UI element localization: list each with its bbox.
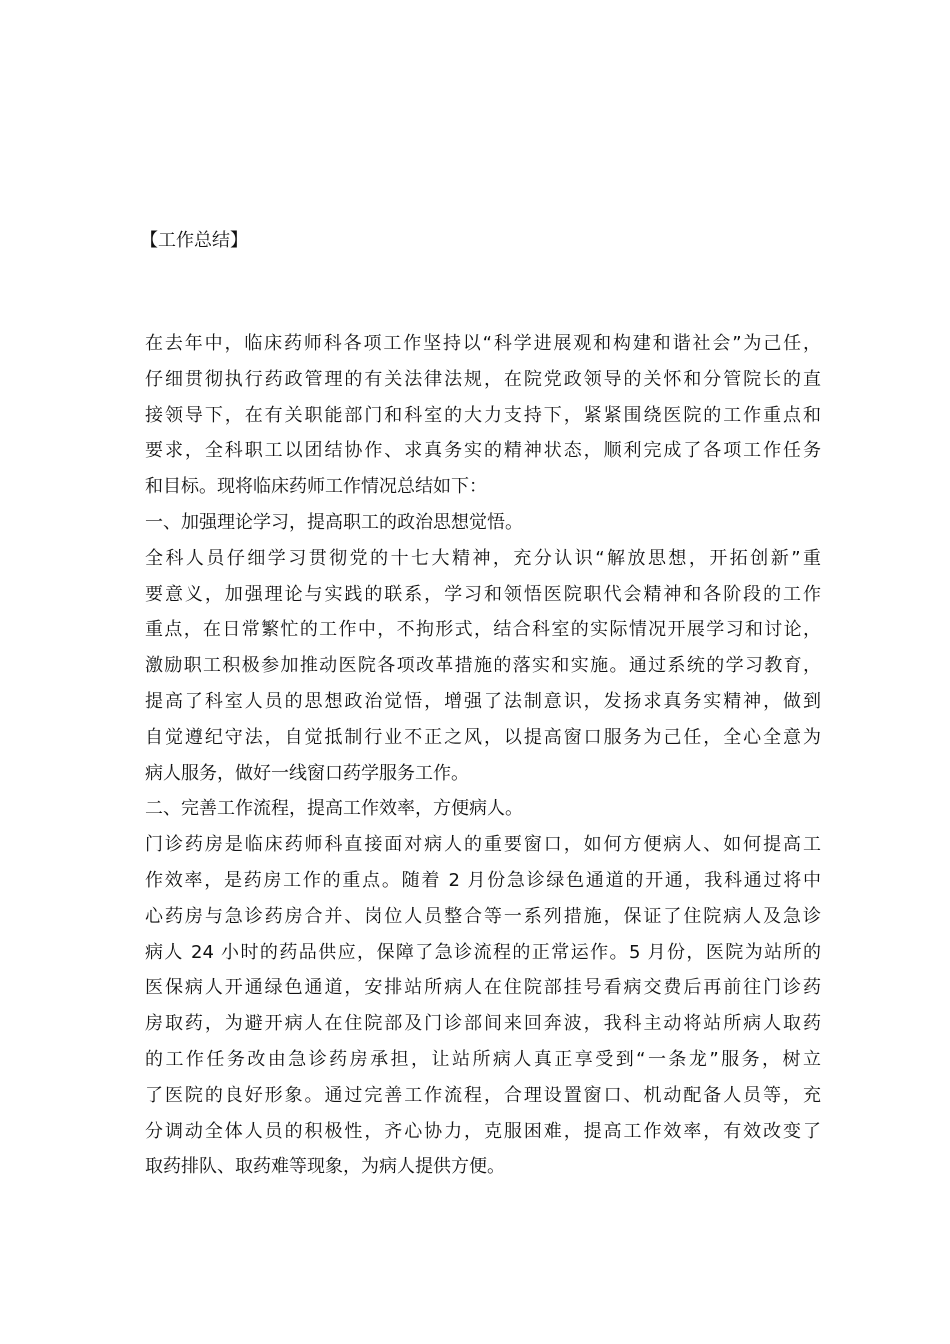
paragraph-line: 房取药，为避开病人在住院部及门诊部间来回奔波，我科主动将站所病人取药 <box>145 1013 821 1035</box>
paragraph-line: 全科人员仔细学习贯彻党的十七大精神，充分认识“解放思想，开拓创新”重 <box>145 547 821 569</box>
paragraph-line: 要求，全科职工以团结协作、求真务实的精神状态，顺利完成了各项工作任务 <box>145 440 821 462</box>
paragraph-line: 病人 24 小时的药品供应，保障了急诊流程的正常运作。5 月份，医院为站所的 <box>145 941 821 963</box>
document-body <box>145 326 821 1185</box>
paragraph-line: 重点，在日常繁忙的工作中，不拘形式，结合科室的实际情况开展学习和讨论， <box>145 619 821 641</box>
paragraph-line: 和目标。现将临床药师工作情况总结如下： <box>145 476 487 498</box>
paragraph-line: 作效率，是药房工作的重点。随着 2 月份急诊绿色通道的开通，我科通过将中 <box>145 869 821 891</box>
paragraph-line: 要意义，加强理论与实践的联系，学习和领悟医院职代会精神和各阶段的工作 <box>145 583 821 605</box>
paragraph-line: 激励职工积极参加推动医院各项改革措施的落实和实施。通过系统的学习教育， <box>145 655 821 677</box>
paragraph-line: 门诊药房是临床药师科直接面对病人的重要窗口，如何方便病人、如何提高工 <box>145 834 821 856</box>
paragraph-line: 在去年中，临床药师科各项工作坚持以“科学进展观和构建和谐社会”为己任， <box>145 333 821 354</box>
section-heading: 二、完善工作流程，提高工作效率，方便病人。 <box>145 798 523 820</box>
paragraph-line: 的工作任务改由急诊药房承担，让站所病人真正享受到“一条龙”服务，树立 <box>145 1048 821 1070</box>
paragraph-line: 仔细贯彻执行药政管理的有关法律法规，在院党政领导的关怀和分管院长的直 <box>145 368 821 390</box>
paragraph-line: 接领导下，在有关职能部门和科室的大力支持下，紧紧围绕医院的工作重点和 <box>145 404 821 426</box>
paragraph-line: 病人服务，做好一线窗口药学服务工作。 <box>145 762 469 784</box>
paragraph-line: 心药房与急诊药房合并、岗位人员整合等一系列措施，保证了住院病人及急诊 <box>145 905 821 927</box>
paragraph-line: 分调动全体人员的积极性，齐心协力，克服困难，提高工作效率，有效改变了 <box>145 1120 821 1142</box>
document-title: 【工作总结】 <box>140 230 248 251</box>
section-heading: 一、加强理论学习，提高职工的政治思想觉悟。 <box>145 511 523 533</box>
paragraph-line: 了医院的良好形象。通过完善工作流程，合理设置窗口、机动配备人员等，充 <box>145 1084 821 1106</box>
paragraph-line: 提高了科室人员的思想政治觉悟，增强了法制意识，发扬求真务实精神，做到 <box>145 690 821 712</box>
paragraph-line: 自觉遵纪守法，自觉抵制行业不正之风，以提高窗口服务为己任，全心全意为 <box>145 726 821 748</box>
paragraph-line: 取药排队、取药难等现象，为病人提供方便。 <box>145 1156 505 1178</box>
paragraph-line: 医保病人开通绿色通道，安排站所病人在住院部挂号看病交费后再前往门诊药 <box>145 977 821 999</box>
